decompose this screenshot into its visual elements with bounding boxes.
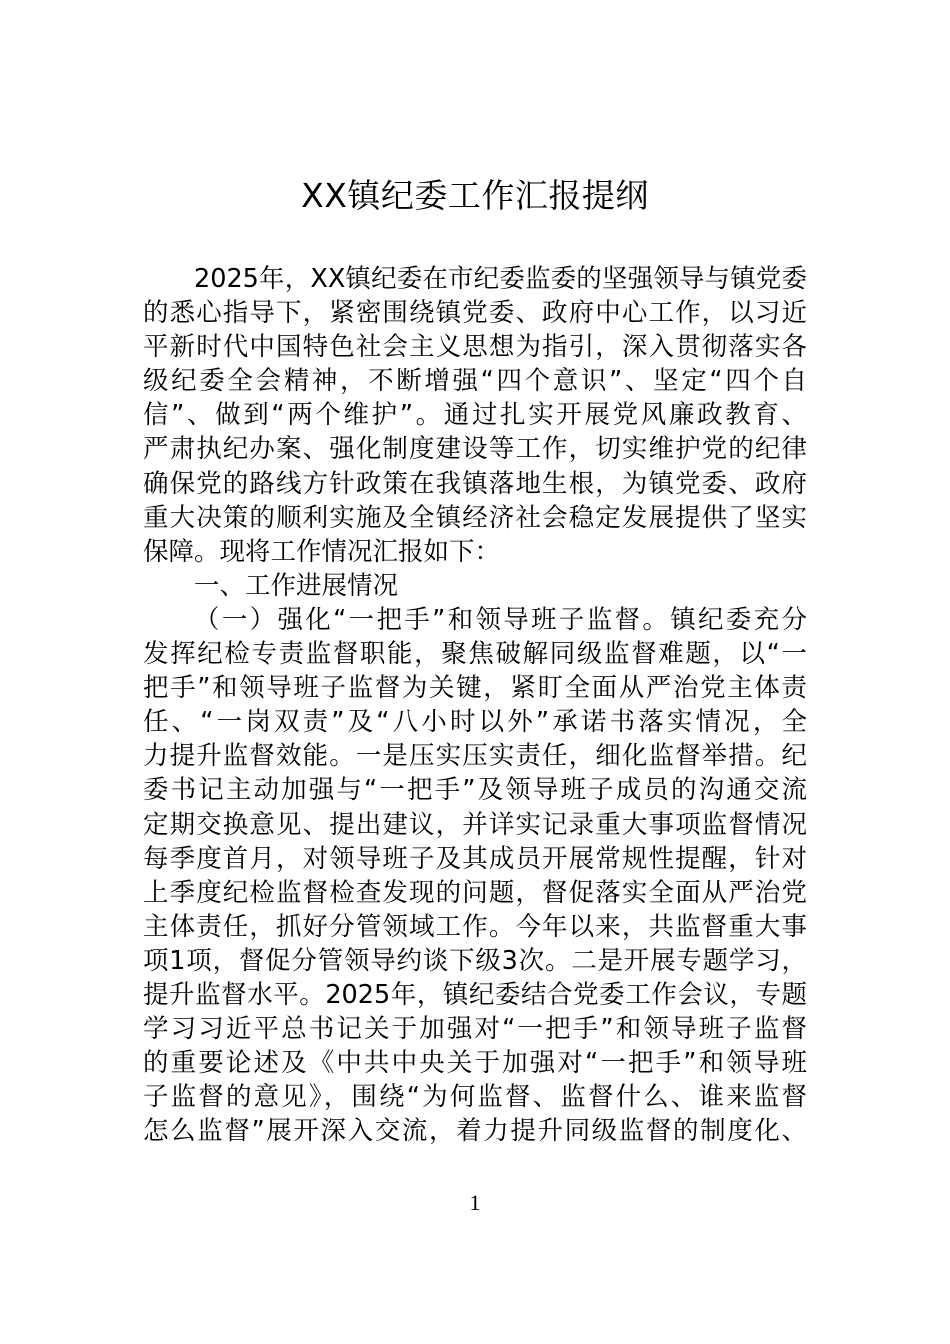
paragraph-line: 学习习近平总书记关于加强对“一把手”和领导班子监督 [143, 1014, 807, 1045]
paragraph-line: 发挥纪检专责监督职能，聚焦破解同级监督难题，以“一 [143, 639, 807, 670]
paragraph-line: 把手”和领导班子监督为关键，紧盯全面从严治党主体责 [143, 673, 807, 704]
paragraph-line: （一）强化“一把手”和领导班子监督。镇纪委充分 [194, 604, 807, 635]
paragraph-line: 严肃执纪办案、强化制度建设等工作，切实维护党的纪律 [143, 434, 807, 465]
paragraph-line: 子监督的意见》，围绕“为何监督、监督什么、谁来监督 [143, 1082, 807, 1113]
paragraph-line: 定期交换意见、提出建议，并详实记录重大事项监督情况 [143, 809, 807, 840]
paragraph-line: 项1项，督促分管领导约谈下级3次。二是开展专题学习， [143, 945, 807, 976]
paragraph-line: 的重要论述及《中共中央关于加强对“一把手”和领导班 [143, 1048, 807, 1079]
paragraph-line: 任、“一岗双责”及“八小时以外”承诺书落实情况，全 [143, 707, 807, 738]
paragraph-line: 委书记主动加强与“一把手”及领导班子成员的沟通交流 [143, 775, 807, 806]
paragraph-line: 信”、做到“两个维护”。通过扎实开展党风廉政教育、 [143, 400, 807, 431]
document-body [143, 262, 807, 1148]
section-heading: 一、工作进展情况 [194, 570, 399, 601]
paragraph-line: 每季度首月，对领导班子及其成员开展常规性提醒，针对 [143, 843, 807, 874]
paragraph-line: 怎么监督”展开深入交流，着力提升同级监督的制度化、 [143, 1116, 807, 1147]
paragraph-line: 提升监督水平。2025年，镇纪委结合党委工作会议，专题 [143, 979, 807, 1010]
page-number: 1 [469, 1190, 481, 1215]
paragraph-line: 保障。现将工作情况汇报如下： [143, 536, 501, 567]
paragraph-line: 重大决策的顺利实施及全镇经济社会稳定发展提供了坚实 [143, 502, 807, 533]
paragraph-line: 确保党的路线方针政策在我镇落地生根，为镇党委、政府 [143, 468, 807, 499]
paragraph-line: 级纪委全会精神，不断增强“四个意识”、坚定“四个自 [143, 366, 807, 397]
paragraph-line: 平新时代中国特色社会主义思想为指引，深入贯彻落实各 [143, 332, 807, 363]
document-title: XX镇纪委工作汇报提纲 [301, 176, 649, 215]
paragraph-line: 的悉心指导下，紧密围绕镇党委、政府中心工作，以习近 [143, 298, 807, 329]
paragraph-line: 2025年，XX镇纪委在市纪委监委的坚强领导与镇党委 [194, 264, 807, 294]
paragraph-line: 上季度纪检监督检查发现的问题，督促落实全面从严治党 [143, 877, 807, 908]
paragraph-line: 力提升监督效能。一是压实压实责任，细化监督举措。纪 [143, 741, 807, 772]
paragraph-line: 主体责任，抓好分管领域工作。今年以来，共监督重大事 [143, 911, 807, 942]
